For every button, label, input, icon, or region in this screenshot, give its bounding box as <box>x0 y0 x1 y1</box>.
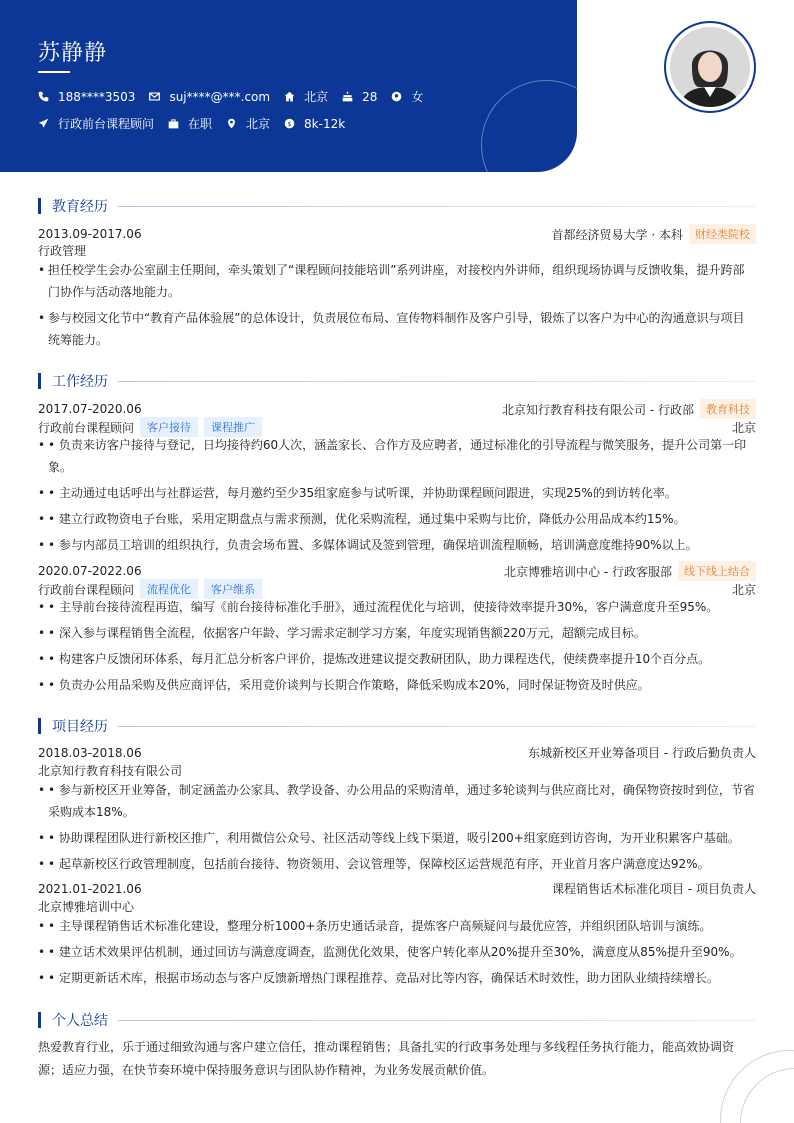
project-name: 课程销售话术标准化项目 - 项目负责人 <box>552 882 756 896</box>
section-divider <box>118 381 756 382</box>
section-bar <box>38 718 41 734</box>
section-bar <box>38 198 41 214</box>
work-header-row <box>38 561 756 581</box>
briefcase-icon <box>168 118 179 129</box>
project-org-row <box>38 898 756 915</box>
candidate-name: 苏静静 <box>38 41 108 66</box>
education-tag: 财经类院校 <box>689 224 756 244</box>
section-divider <box>118 206 756 207</box>
work-date: 2017.07-2020.06 <box>38 402 142 416</box>
work-header-row <box>38 399 756 419</box>
section-divider <box>118 1020 756 1021</box>
education-date: 2013.09-2017.06 <box>38 227 142 241</box>
work-bullet: • • 主导前台接待流程再造，编写《前台接待标准化手册》，通过流程优化与培训，使接待效率提升30%，客户满意度升至95%。 <box>38 596 756 618</box>
section-summary <box>38 1010 756 1030</box>
work-city-text: 北京 <box>246 117 271 131</box>
section-title-text: 教育经历 <box>52 199 108 215</box>
target-text: 行政前台课程顾问 <box>58 117 155 131</box>
svg-text:$: $ <box>287 120 292 128</box>
education-school: 首都经济贸易大学 · 本科 <box>551 227 683 242</box>
section-bar <box>38 373 41 389</box>
project-org: 北京知行教育科技有限公司 <box>38 764 183 778</box>
salary-item <box>284 117 345 131</box>
decorative-circle <box>481 80 577 172</box>
project-bullet: • • 定期更新话术库，根据市场动态与客户反馈新增热门课程推荐、竞品对比等内容，确保话术时效性，助力团队业绩持续增长。 <box>38 967 756 989</box>
education-bullet: • 担任校学生会办公室副主任期间，牵头策划了“课程顾问技能培训”系列讲座，对接校内外讲师，组织现场协调与反馈收集，提升跨部门协作与活动落地能力。 <box>38 259 756 303</box>
project-name: 东城新校区开业筹备项目 - 行政后勤负责人 <box>528 746 756 760</box>
skill-tag: 客户维系 <box>204 579 262 599</box>
work-date: 2020.07-2022.06 <box>38 564 142 578</box>
money-icon <box>284 118 295 129</box>
work-city-item <box>226 115 270 132</box>
work-bullet: • • 构建客户反馈闭环体系，每月汇总分析客户评价，提炼改进建议提交教研团队，助力课程迭代，使续费率提升10个百分点。 <box>38 648 756 670</box>
home-icon <box>284 91 295 102</box>
skill-tag: 课程推广 <box>204 417 262 437</box>
section-work <box>38 371 756 391</box>
work-tag: 教育科技 <box>700 399 756 419</box>
work-title: 行政前台课程顾问 <box>38 582 135 597</box>
project-org-row <box>38 762 756 779</box>
section-divider <box>118 726 756 727</box>
education-header-row <box>38 224 756 244</box>
gender-text: 女 <box>411 90 424 104</box>
work-bullet: • • 深入参与课程销售全流程，依据客户年龄、学习需求定制学习方案，年度实现销售额220万元，超额完成目标。 <box>38 622 756 644</box>
work-title: 行政前台课程顾问 <box>38 420 135 435</box>
education-bullet: • 参与校园文化节中“教育产品体验展”的总体设计，负责展位布局、宣传物料制作及客户引导，锻炼了以客户为中心的沟通意识与项目统筹能力。 <box>38 307 756 351</box>
target-item <box>38 115 154 132</box>
section-education <box>38 196 756 216</box>
work-tag: 线下线上结合 <box>678 561 756 581</box>
avatar-frame <box>664 21 756 113</box>
education-major-row <box>38 242 756 259</box>
contact-row <box>38 88 437 105</box>
salary-text: 8k-12k <box>304 116 346 131</box>
status-text: 在职 <box>188 117 213 131</box>
age-item <box>342 90 377 104</box>
name-underline <box>38 71 70 73</box>
phone-text: 188****3503 <box>58 89 136 104</box>
project-org: 北京博雅培训中心 <box>38 900 135 914</box>
email-text: suj****@***.com <box>169 89 271 104</box>
section-projects <box>38 716 756 736</box>
work-company: 北京知行教育科技有限公司 - 行政部 <box>502 402 694 417</box>
skill-tag: 客户接待 <box>140 417 198 437</box>
email-icon <box>149 91 160 102</box>
project-bullet: • • 起草新校区行政管理制度，包括前台接待、物资领用、会议管理等，保障校区运营规范有序，开业首月客户满意度达92%。 <box>38 853 756 875</box>
project-date: 2021.01-2021.06 <box>38 881 142 896</box>
job-intent-row <box>38 115 359 132</box>
project-bullet: • • 主导课程销售话术标准化建设，整理分析1000+条历史通话录音，提炼客户高频疑问与最优应答，并组织团队培训与演练。 <box>38 915 756 937</box>
location-pin-icon <box>226 118 237 129</box>
work-city: 北京 <box>731 420 756 435</box>
gender-item <box>391 88 423 105</box>
email-item <box>149 90 270 104</box>
avatar <box>670 27 750 107</box>
header-banner <box>0 0 577 172</box>
project-bullet: • • 参与新校区开业筹备，制定涵盖办公家具、教学设备、办公用品的采购清单，通过多轮谈判与供应商比对，确保物资按时到位，节省采购成本18%。 <box>38 779 756 823</box>
work-bullet: • • 负责来访客户接待与登记，日均接待约60人次，涵盖家长、合作方及应聘者，通过标准化的引导流程与微笑服务，提升公司第一印象。 <box>38 434 756 478</box>
send-icon <box>38 118 49 129</box>
project-bullet: • • 建立话术效果评估机制，通过回访与满意度调查，监测优化效果，使客户转化率从20%提升至30%，满意度从85%提升至90%。 <box>38 941 756 963</box>
gender-icon <box>391 91 402 102</box>
section-title-text: 个人总结 <box>52 1013 108 1029</box>
project-header-row <box>38 880 756 897</box>
education-major: 行政管理 <box>38 244 87 258</box>
phone-icon <box>38 91 49 102</box>
avatar-portrait <box>670 27 750 107</box>
section-bar <box>38 1012 41 1028</box>
skill-tag: 流程优化 <box>140 579 198 599</box>
work-bullet: • • 负责办公用品采购及供应商评估，采用竞价谈判与长期合作策略，降低采购成本20%，同时保证物资及时供应。 <box>38 674 756 696</box>
summary-text: 热爱教育行业，乐于通过细致沟通与客户建立信任，推动课程销售；具备扎实的行政事务处理与多线程任务执行能力，能高效协调资源；适应力强，在快节奏环境中保持服务意识与团队协作精神，为业务发展贡献价值。 <box>38 1040 735 1077</box>
city-item <box>284 88 328 105</box>
work-bullet: • • 主动通过电话呼出与社群运营，每月邀约至少35组家庭参与试听课，并协助课程顾问跟进，实现25%的到访转化率。 <box>38 482 756 504</box>
cake-icon <box>342 91 353 102</box>
project-date: 2018.03-2018.06 <box>38 745 142 760</box>
work-bullet: • • 建立行政物资电子台账，采用定期盘点与需求预测，优化采购流程，通过集中采购与比价，降低办公用品成本约15%。 <box>38 508 756 530</box>
project-bullet: • • 协助课程团队进行新校区推广，利用微信公众号、社区活动等线上线下渠道，吸引200+组家庭到访咨询，为开业积累客户基础。 <box>38 827 756 849</box>
work-company: 北京博雅培训中心 - 行政客服部 <box>504 564 672 579</box>
work-bullet: • • 参与内部员工培训的组织执行，负责会场布置、多媒体调试及签到管理，确保培训流程顺畅，培训满意度维持90%以上。 <box>38 534 756 556</box>
section-title-text: 项目经历 <box>52 719 108 735</box>
city-text: 北京 <box>304 90 329 104</box>
status-item <box>168 115 212 132</box>
section-title-text: 工作经历 <box>52 374 108 390</box>
project-header-row <box>38 744 756 761</box>
work-city: 北京 <box>731 582 756 597</box>
phone-item <box>38 90 135 104</box>
age-text: 28 <box>362 89 378 104</box>
